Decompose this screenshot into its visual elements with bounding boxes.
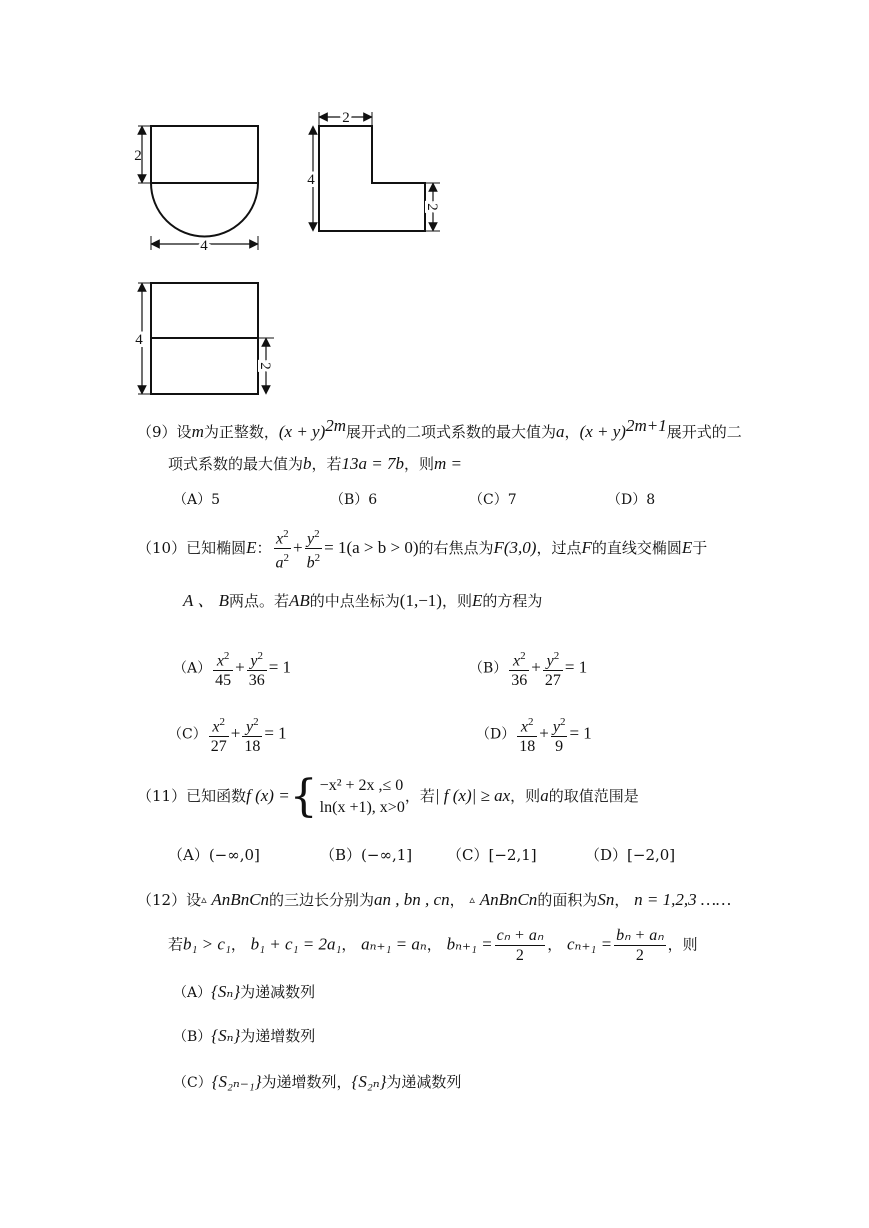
top-height-label: 4 [135, 332, 143, 348]
q11-cases: −x² + 2x ,≤ 0 ln(x +1), x>0 [319, 777, 405, 816]
q12-number: （12） [137, 891, 187, 909]
front-width-label: 4 [200, 238, 208, 254]
q10-option-c[interactable]: （C） $\frac{x^2}{27}$ + $\frac{y^2}{18}$ = 1 [168, 713, 287, 756]
q9-option-d[interactable]: （D）8 [607, 492, 656, 508]
q12-option-b[interactable]: （B）{Sₙ}为递增数列 [173, 1026, 316, 1045]
side-top-label: 2 [342, 110, 350, 126]
q12-line2: 若b₁ > c₁， b₁ + c₁ = 2a₁， aₙ₊₁ = aₙ， bₙ₊₁ = $\frac{\text{cₙ + aₙ}}{2}$ ， cₙ₊₁ = $\frac{\text{bₙ + aₙ}}{2}$ ，则 [168, 927, 698, 964]
q11-line1: （11）已知函数f (x) ={ −x² + 2x ,≤ 0 ln(x +1), x>0 ，若| f (x)| ≥ ax，则a的取值范围是 [137, 771, 639, 822]
q11-option-a[interactable]: （A）(−∞,0] [168, 846, 260, 864]
front-height-label: 2 [134, 148, 142, 164]
q10-option-a[interactable]: （A） $\frac{x^2}{45}$ + $\frac{y^2}{36}$ = 1 [173, 647, 291, 690]
q10-number: （10） [137, 538, 187, 557]
q11-option-c[interactable]: （C）[−2,1] [447, 846, 537, 864]
q10-frac-y: $\frac{y^2}{b^2}$ [305, 525, 323, 573]
q9-option-a[interactable]: （A）5 [173, 492, 221, 508]
q11-number: （11） [137, 787, 187, 805]
q10-line1: （10）已知椭圆E： $\frac{x^2}{a^2}$ + $\frac{y^2}{b^2}$ = 1(a > b > 0)的右焦点为F(3,0)，过点F的直线交椭圆E于 [137, 525, 707, 573]
q9-number: （9） [137, 423, 177, 441]
q9-line2: 项式系数的最大值为b，若13a = 7b，则m = [168, 454, 463, 473]
q11-option-d[interactable]: （D）[−2,0] [585, 846, 676, 864]
q12-line1: （12）设▵ AnBnCn的三边长分别为an , bn , cn， ▵ AnBnCn的面积为Sn， n = 1,2,3 …… [137, 890, 732, 909]
q10-option-d[interactable]: （D） $\frac{x^2}{18}$ + $\frac{y^2}{9}$ = 1 [476, 713, 592, 756]
triangle-icon: ▵ [201, 893, 207, 906]
q10-option-b[interactable]: （B） $\frac{x^2}{36}$ + $\frac{y^2}{27}$ = 1 [469, 647, 587, 690]
top-view [138, 283, 274, 394]
q12-option-a[interactable]: （A）{Sₙ}为递减数列 [173, 982, 316, 1001]
top-step-label: 2 [257, 362, 273, 370]
q9-line1: （9）设m为正整数，$(x + y)^{2m}$展开式的二项式系数的最大值为a，$(x + y)^{2m+1}$展开式的二 [137, 416, 742, 441]
q9-option-b[interactable]: （B）6 [330, 492, 378, 508]
side-view [313, 112, 440, 231]
q11-option-b[interactable]: （B）(−∞,1] [320, 846, 413, 864]
side-step-label: 2 [424, 203, 440, 211]
q10-frac-x: $\frac{x^2}{a^2}$ [274, 525, 292, 573]
q12-option-c[interactable]: （C）{S₂ₙ₋₁}为递增数列，{S₂ₙ}为递减数列 [173, 1072, 462, 1091]
q9-option-c[interactable]: （C）7 [469, 492, 517, 508]
three-view-figures [0, 0, 869, 400]
front-view [138, 126, 258, 250]
q10-line2: A 、 B两点。若AB的中点坐标为(1,−1)，则E的方程为 [183, 591, 543, 610]
side-height-label: 4 [307, 172, 315, 188]
